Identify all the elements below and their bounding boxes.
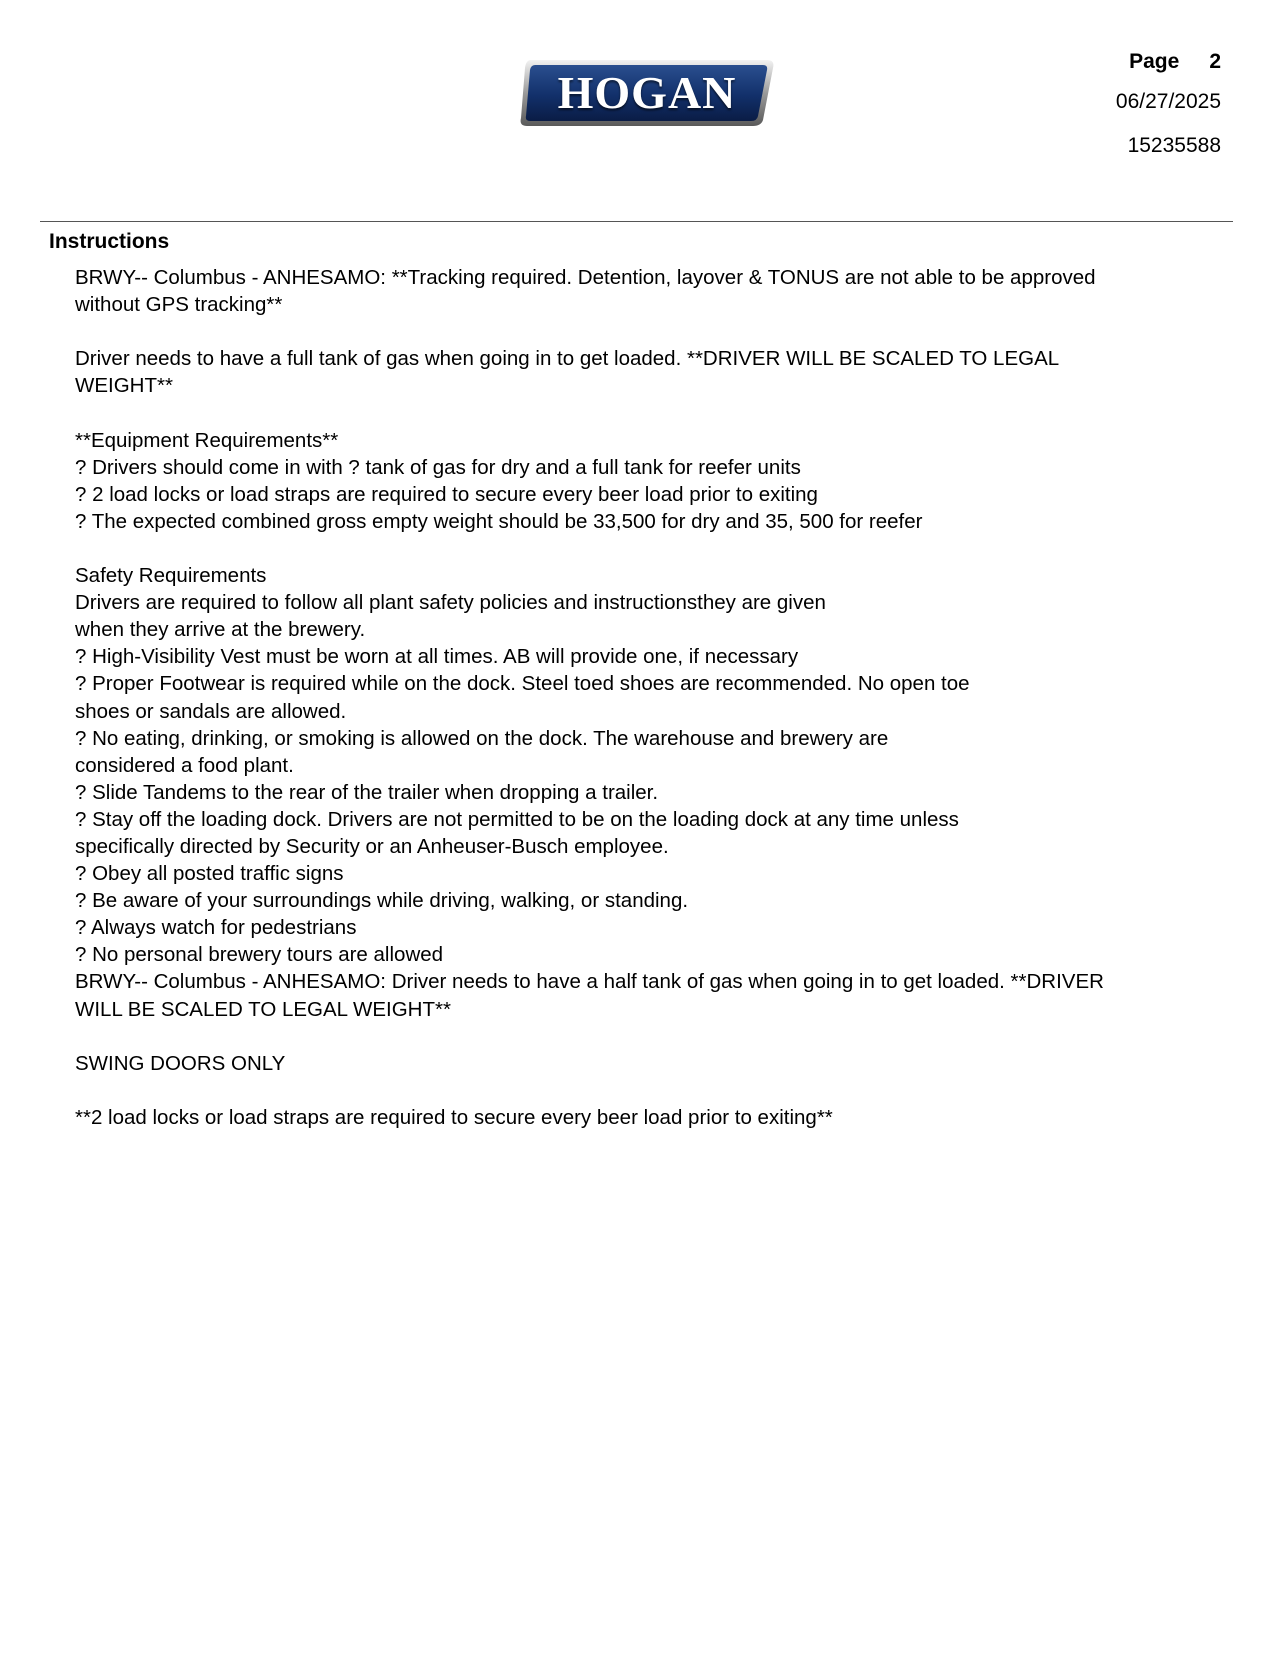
page-indicator [1116,44,1221,80]
instruction-line: Drivers are required to follow all plant safety policies and instructionsthey are given [75,591,826,615]
instruction-line: when they arrive at the brewery. [75,618,366,642]
instruction-line: ? Be aware of your surroundings while driving, walking, or standing. [75,889,689,913]
logo-text: HOGAN [557,67,737,118]
hogan-logo [517,58,777,128]
instruction-line: ? High-Visibility Vest must be worn at all times. AB will provide one, if necessary [75,645,799,669]
instruction-line: ? Obey all posted traffic signs [75,862,344,886]
instruction-line: specifically directed by Security or an Anheuser-Busch employee. [75,834,669,858]
instruction-line: ? Proper Footwear is required while on the dock. Steel toed shoes are recommended. No open toe [75,672,970,696]
instruction-line: BRWY-- Columbus - ANHESAMO: **Tracking required. Detention, layover & TONUS are not able to be approved [75,266,1096,289]
header-meta [1116,44,1221,168]
instruction-line: **2 load locks or load straps are required to secure every beer load prior to exiting** [75,1105,833,1129]
instruction-line: ? Drivers should come in with ? tank of gas for dry and a full tank for reefer units [75,455,801,479]
instruction-line: Safety Requirements [75,564,267,588]
instruction-line: SWING DOORS ONLY [75,1051,286,1075]
instruction-line: ? No eating, drinking, or smoking is allowed on the dock. The warehouse and brewery are [75,726,889,750]
blank-line [75,1023,1215,1050]
instruction-line: considered a food plant. [75,753,294,777]
instruction-line: ? Slide Tandems to the rear of the trailer when dropping a trailer. [75,780,659,804]
instructions-body [75,264,1215,1131]
instruction-line: shoes or sandals are allowed. [75,699,347,723]
header-divider [40,221,1233,222]
reference-number: 15235588 [1127,134,1221,157]
instruction-line: BRWY-- Columbus - ANHESAMO: Driver needs to have a half tank of gas when going in to get loaded. **DRIVER [75,970,1104,994]
instruction-line: Driver needs to have a full tank of gas when going in to get loaded. **DRIVER WILL BE SCALED TO LEGAL [75,347,1060,371]
instruction-line: ? Stay off the loading dock. Drivers are not permitted to be on the loading dock at any time unless [75,807,959,831]
page-number: 2 [1209,50,1221,73]
instruction-line: ? No personal brewery tours are allowed [75,943,444,967]
instruction-line: ? 2 load locks or load straps are required to secure every beer load prior to exiting [75,482,818,506]
instruction-line: WEIGHT** [75,374,173,398]
instruction-line: WILL BE SCALED TO LEGAL WEIGHT** [75,997,451,1021]
instruction-line: **Equipment Requirements** [75,428,339,452]
instruction-line: ? The expected combined gross empty weight should be 33,500 for dry and 35, 500 for reefer [75,509,923,533]
blank-line [75,399,1215,426]
blank-line [75,535,1215,562]
instruction-line: without GPS tracking** [75,293,283,317]
instruction-line: ? Always watch for pedestrians [75,916,357,940]
blank-line [75,1077,1215,1104]
section-heading: Instructions [49,230,170,253]
blank-line [75,318,1215,345]
page-label: Page [1129,50,1180,73]
document-date: 06/27/2025 [1115,90,1221,113]
